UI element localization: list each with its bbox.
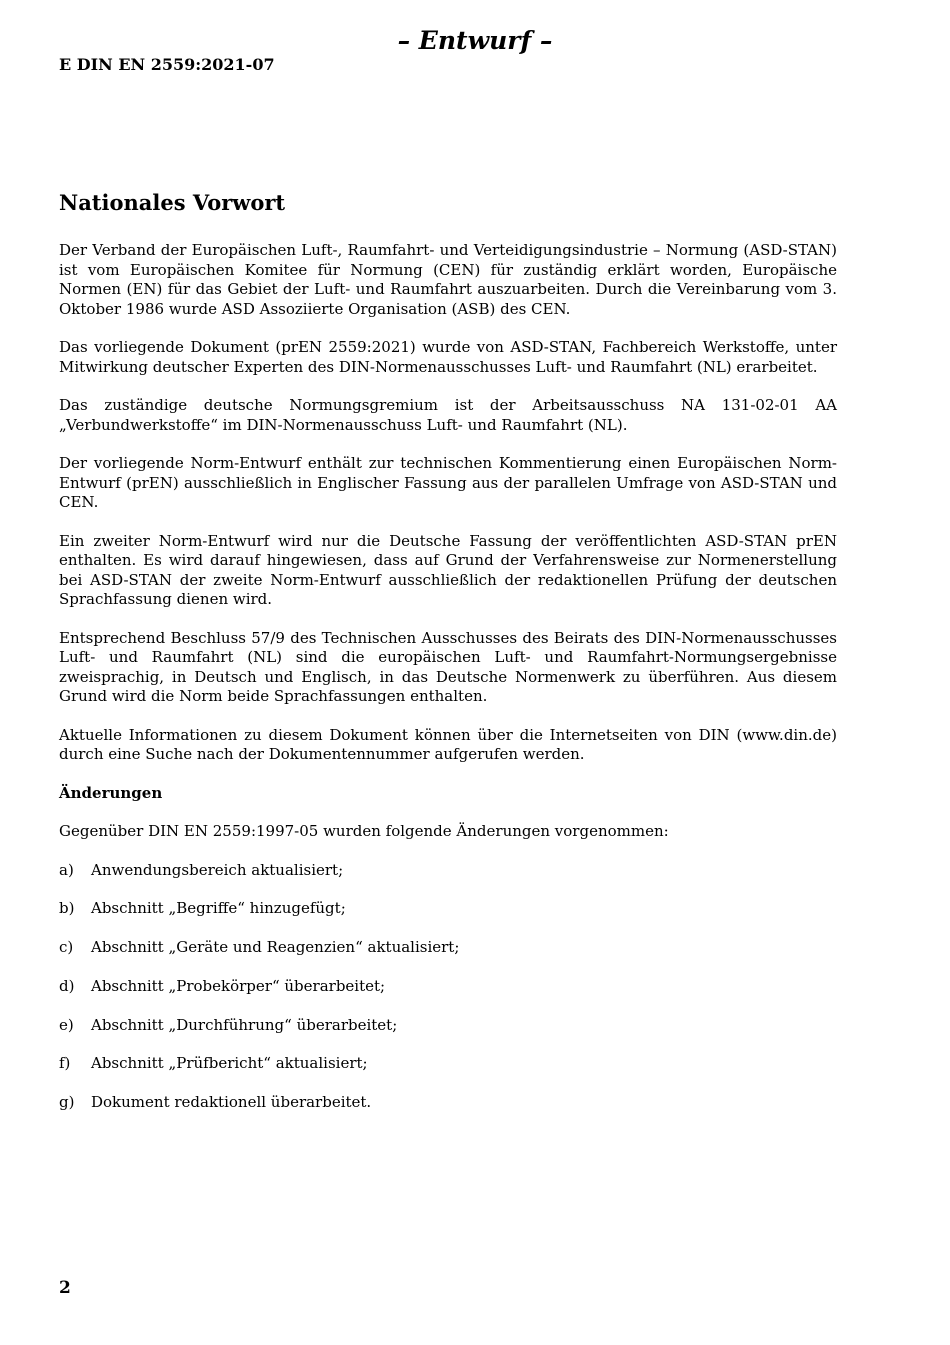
list-item-text: Abschnitt „Prüfbericht“ aktualisiert;: [91, 1054, 368, 1073]
draft-mark: – Entwurf –: [397, 26, 553, 55]
paragraph: Das vorliegende Dokument (prEN 2559:2021) wurde von ASD-STAN, Fachbereich Werkstoffe, unter Mitwirkung deutscher Experten des DIN-Normenausschusses Luft- und Raumfahrt (NL) erarbeitet.: [59, 338, 837, 376]
paragraph: Der Verband der Europäischen Luft-, Raumfahrt- und Verteidigungsindustrie – Normung (ASD-STAN) ist vom Europäischen Komitee für Normung (CEN) für zuständig erklärt worden, Europäische Normen (EN) für das Gebiet der Luft- und Raumfahrt auszuarbeiten. Durch die Vereinbarung vom 3. Oktober 1986 wurde ASD Assoziierte Organisation (ASB) des CEN.: [59, 241, 837, 318]
list-item: [59, 938, 837, 958]
paragraph: Der vorliegende Norm-Entwurf enthält zur technischen Kommentierung einen Europäischen Norm-Entwurf (prEN) ausschließlich in Englischer Fassung aus der parallelen Umfrage von ASD-STAN und CEN.: [59, 454, 837, 511]
list-item-text: Abschnitt „Begriffe“ hinzugefügt;: [91, 899, 346, 918]
list-item: [59, 899, 837, 919]
list-item-text: Abschnitt „Probekörper“ überarbeitet;: [91, 976, 386, 995]
list-item: [59, 1054, 837, 1074]
list-item-letter: b): [59, 899, 75, 918]
paragraph: Aktuelle Informationen zu diesem Dokument können über die Internetseiten von DIN (www.din.de) durch eine Suche nach der Dokumentennummer aufgerufen werden.: [59, 725, 837, 763]
list-item-letter: f): [59, 1054, 71, 1073]
list-item-letter: e): [59, 1015, 74, 1034]
list-item-text: Abschnitt „Durchführung“ überarbeitet;: [91, 1015, 398, 1034]
section-title: Nationales Vorwort: [59, 190, 286, 215]
list-item-text: Anwendungsbereich aktualisiert;: [91, 860, 344, 879]
list-item: [59, 977, 837, 997]
changes-heading: Änderungen: [59, 783, 163, 802]
page-content: [59, 189, 837, 1132]
document-id: E DIN EN 2559:2021-07: [59, 55, 275, 74]
paragraph: Das zuständige deutsche Normungsgremium ist der Arbeitsausschuss NA 131-02-01 AA „Verbundwerkstoffe“ im DIN-Normenausschuss Luft- und Raumfahrt (NL).: [59, 396, 837, 434]
list-item-letter: g): [59, 1093, 75, 1112]
list-item-text: Abschnitt „Geräte und Reagenzien“ aktualisiert;: [91, 938, 460, 957]
list-item-text: Dokument redaktionell überarbeitet.: [91, 1093, 372, 1112]
list-item: [59, 861, 837, 881]
changes-list: [59, 861, 837, 1113]
paragraph: Entsprechend Beschluss 57/9 des Technischen Ausschusses des Beirats des DIN-Normenausschusses Luft- und Raumfahrt (NL) sind die europäischen Luft- und Raumfahrt-Normungsergebnisse zweisprachig, in Deutsch und Englisch, in das Deutsche Normenwerk zu überführen. Aus diesem Grund wird die Norm beide Sprachfassungen enthalten.: [59, 628, 837, 705]
list-item-letter: c): [59, 938, 74, 957]
list-item-letter: d): [59, 976, 75, 995]
list-item-letter: a): [59, 860, 74, 879]
list-item: [59, 1016, 837, 1036]
page-number: 2: [59, 1278, 71, 1298]
changes-intro: Gegenüber DIN EN 2559:1997-05 wurden folgende Änderungen vorgenommen:: [59, 822, 669, 840]
paragraph: Ein zweiter Norm-Entwurf wird nur die Deutsche Fassung der veröffentlichten ASD-STAN prEN enthalten. Es wird darauf hingewiesen, dass auf Grund der Verfahrensweise zur Normenerstellung bei ASD-STAN der zweite Norm-Entwurf ausschließlich der redaktionellen Prüfung der deutschen Sprachfassung dienen wird.: [59, 531, 837, 608]
list-item: [59, 1093, 837, 1113]
